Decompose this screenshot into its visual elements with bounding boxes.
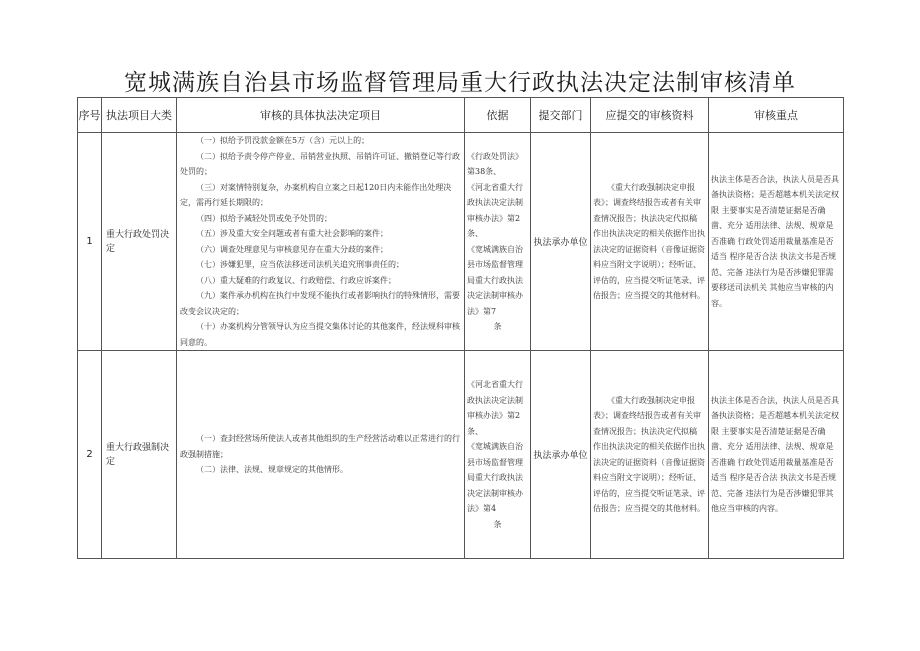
- basis-text: 条: [493, 322, 502, 331]
- header-basis: 依据: [465, 98, 531, 133]
- header-category: 执法项目大类: [102, 98, 177, 133]
- basis-text: 《行政处罚法》第38条、: [467, 151, 523, 176]
- item-text: （一）查封经营场所使法人或者其他组织的生产经营活动难以正常进行的行政强制措施；: [180, 434, 460, 459]
- row-focus: [709, 133, 844, 351]
- item-text: （五）涉及重大安全问题或者有重大社会影响的案件；: [196, 229, 388, 238]
- item-text: （一）拟给予罚没款金额在5万（含）元以上的；: [196, 136, 370, 145]
- item-text: （六）调查处理意见与审核意见存在重大分歧的案件；: [196, 244, 388, 254]
- row-items: [177, 351, 465, 559]
- row-basis: [465, 133, 531, 351]
- item-text: （四）拟给予减轻处罚或免予处罚的；: [196, 213, 332, 223]
- basis-text: 《河北省重大行政执法决定法制审核办法》第2条、: [467, 182, 523, 238]
- item-text: （八）重大疑难的行政复议、行政赔偿、行政应诉案件；: [196, 275, 396, 285]
- item-text: （十）办案机构分管领导认为应当提交集体讨论的其他案件，经法规科审核同意的。: [180, 322, 460, 347]
- focus-text: 执法主体是否合法，执法人员是否具备执法资格；是否超越本机关法定权限 主要事实是否清楚证据是否确凿、充分 适用法律、法规、规章是否准确 行政处罚适用裁量基准是否适当 程序是否合法 执法文书是否规范、完备 违法行为是否涉嫌犯罪需要移送司法机关 其他应当审核的内容。: [711, 174, 839, 308]
- header-seq: 序号: [78, 98, 102, 133]
- row-seq: 1: [78, 133, 102, 351]
- row-dept: 执法承办单位: [531, 351, 591, 559]
- item-text: （二）拟给予责令停产停业、吊销营业执照、吊销许可证、撤销登记等行政处罚的；: [180, 151, 460, 176]
- page-title: 宽城满族自治县市场监督管理局重大行政执法决定法制审核清单: [124, 70, 796, 96]
- row-basis: [465, 351, 531, 559]
- focus-text: 执法主体是否合法，执法人员是否具备执法资格；是否超越本机关法定权限 主要事实是否清楚证据是否确凿、充分 适用法律、法规、规章是否准确 行政处罚适用裁量基准是否适当 程序是否合法 执法文书是否规范、完备 违法行为是否涉嫌犯罪其他应当审核的内容。: [711, 395, 839, 513]
- row-materials: [591, 133, 709, 351]
- row-items: [177, 133, 465, 351]
- header-dept: 提交部门: [531, 98, 591, 133]
- basis-text: 条: [493, 519, 502, 529]
- table-row: [78, 351, 844, 559]
- row-category: 重大行政处罚决定: [102, 133, 177, 351]
- row-seq: 2: [78, 351, 102, 559]
- table-row: [78, 133, 844, 351]
- materials-text: 《重大行政强制决定申报表》；调查终结报告或者有关审查情况报告；执法决定代拟稿 作出执法决定的相关依据作出执法决定的证据资料（音像证据资料应当附文字说明）；经听证、评估的，应当提交听证笔录、评估报告；应当提交的其他材料。: [593, 395, 705, 513]
- item-text: （七）涉嫌犯罪，应当依法移送司法机关追究刑事责任的；: [196, 260, 404, 269]
- basis-text: 《宽城满族自治县市场监督管理局重大行政执法决定法制审核办法》第7: [467, 244, 523, 316]
- row-category: 重大行政强制决定: [102, 351, 177, 559]
- materials-text: 《重大行政强制决定申报表》；调查终结报告或者有关审查情况报告；执法决定代拟稿 作出执法决定的相关依据作出执法决定的证据资料（音像证据资料应当附文字说明）；经听证、评估的，应当提交听证笔录、评估报告；应当提交的其他材料。: [593, 182, 705, 300]
- basis-text: 《河北省重大行政执法决定法制审核办法》第2条、: [467, 380, 523, 436]
- item-text: （九）案件承办机构在执行中发现不能执行或者影响执行的特殊情形，需要改变会议决定的；: [180, 291, 460, 316]
- row-dept: 执法承办单位: [531, 133, 591, 351]
- row-materials: [591, 351, 709, 559]
- item-text: （二）法律、法规、规章规定的其他情形。: [196, 465, 348, 475]
- row-focus: [709, 351, 844, 559]
- item-text: （三）对案情特别复杂，办案机构自立案之日起120日内未能作出处理决定，需再行延长期限的；: [180, 182, 452, 207]
- review-table: [77, 97, 844, 559]
- header-items: 审核的具体执法决定项目: [177, 98, 465, 133]
- basis-text: 《宽城满族自治县市场监督管理局重大行政执法决定法制审核办法》第4: [467, 442, 523, 513]
- header-focus: 审核重点: [709, 98, 844, 133]
- header-materials: 应提交的审核资料: [591, 98, 709, 133]
- header-row: [78, 98, 844, 133]
